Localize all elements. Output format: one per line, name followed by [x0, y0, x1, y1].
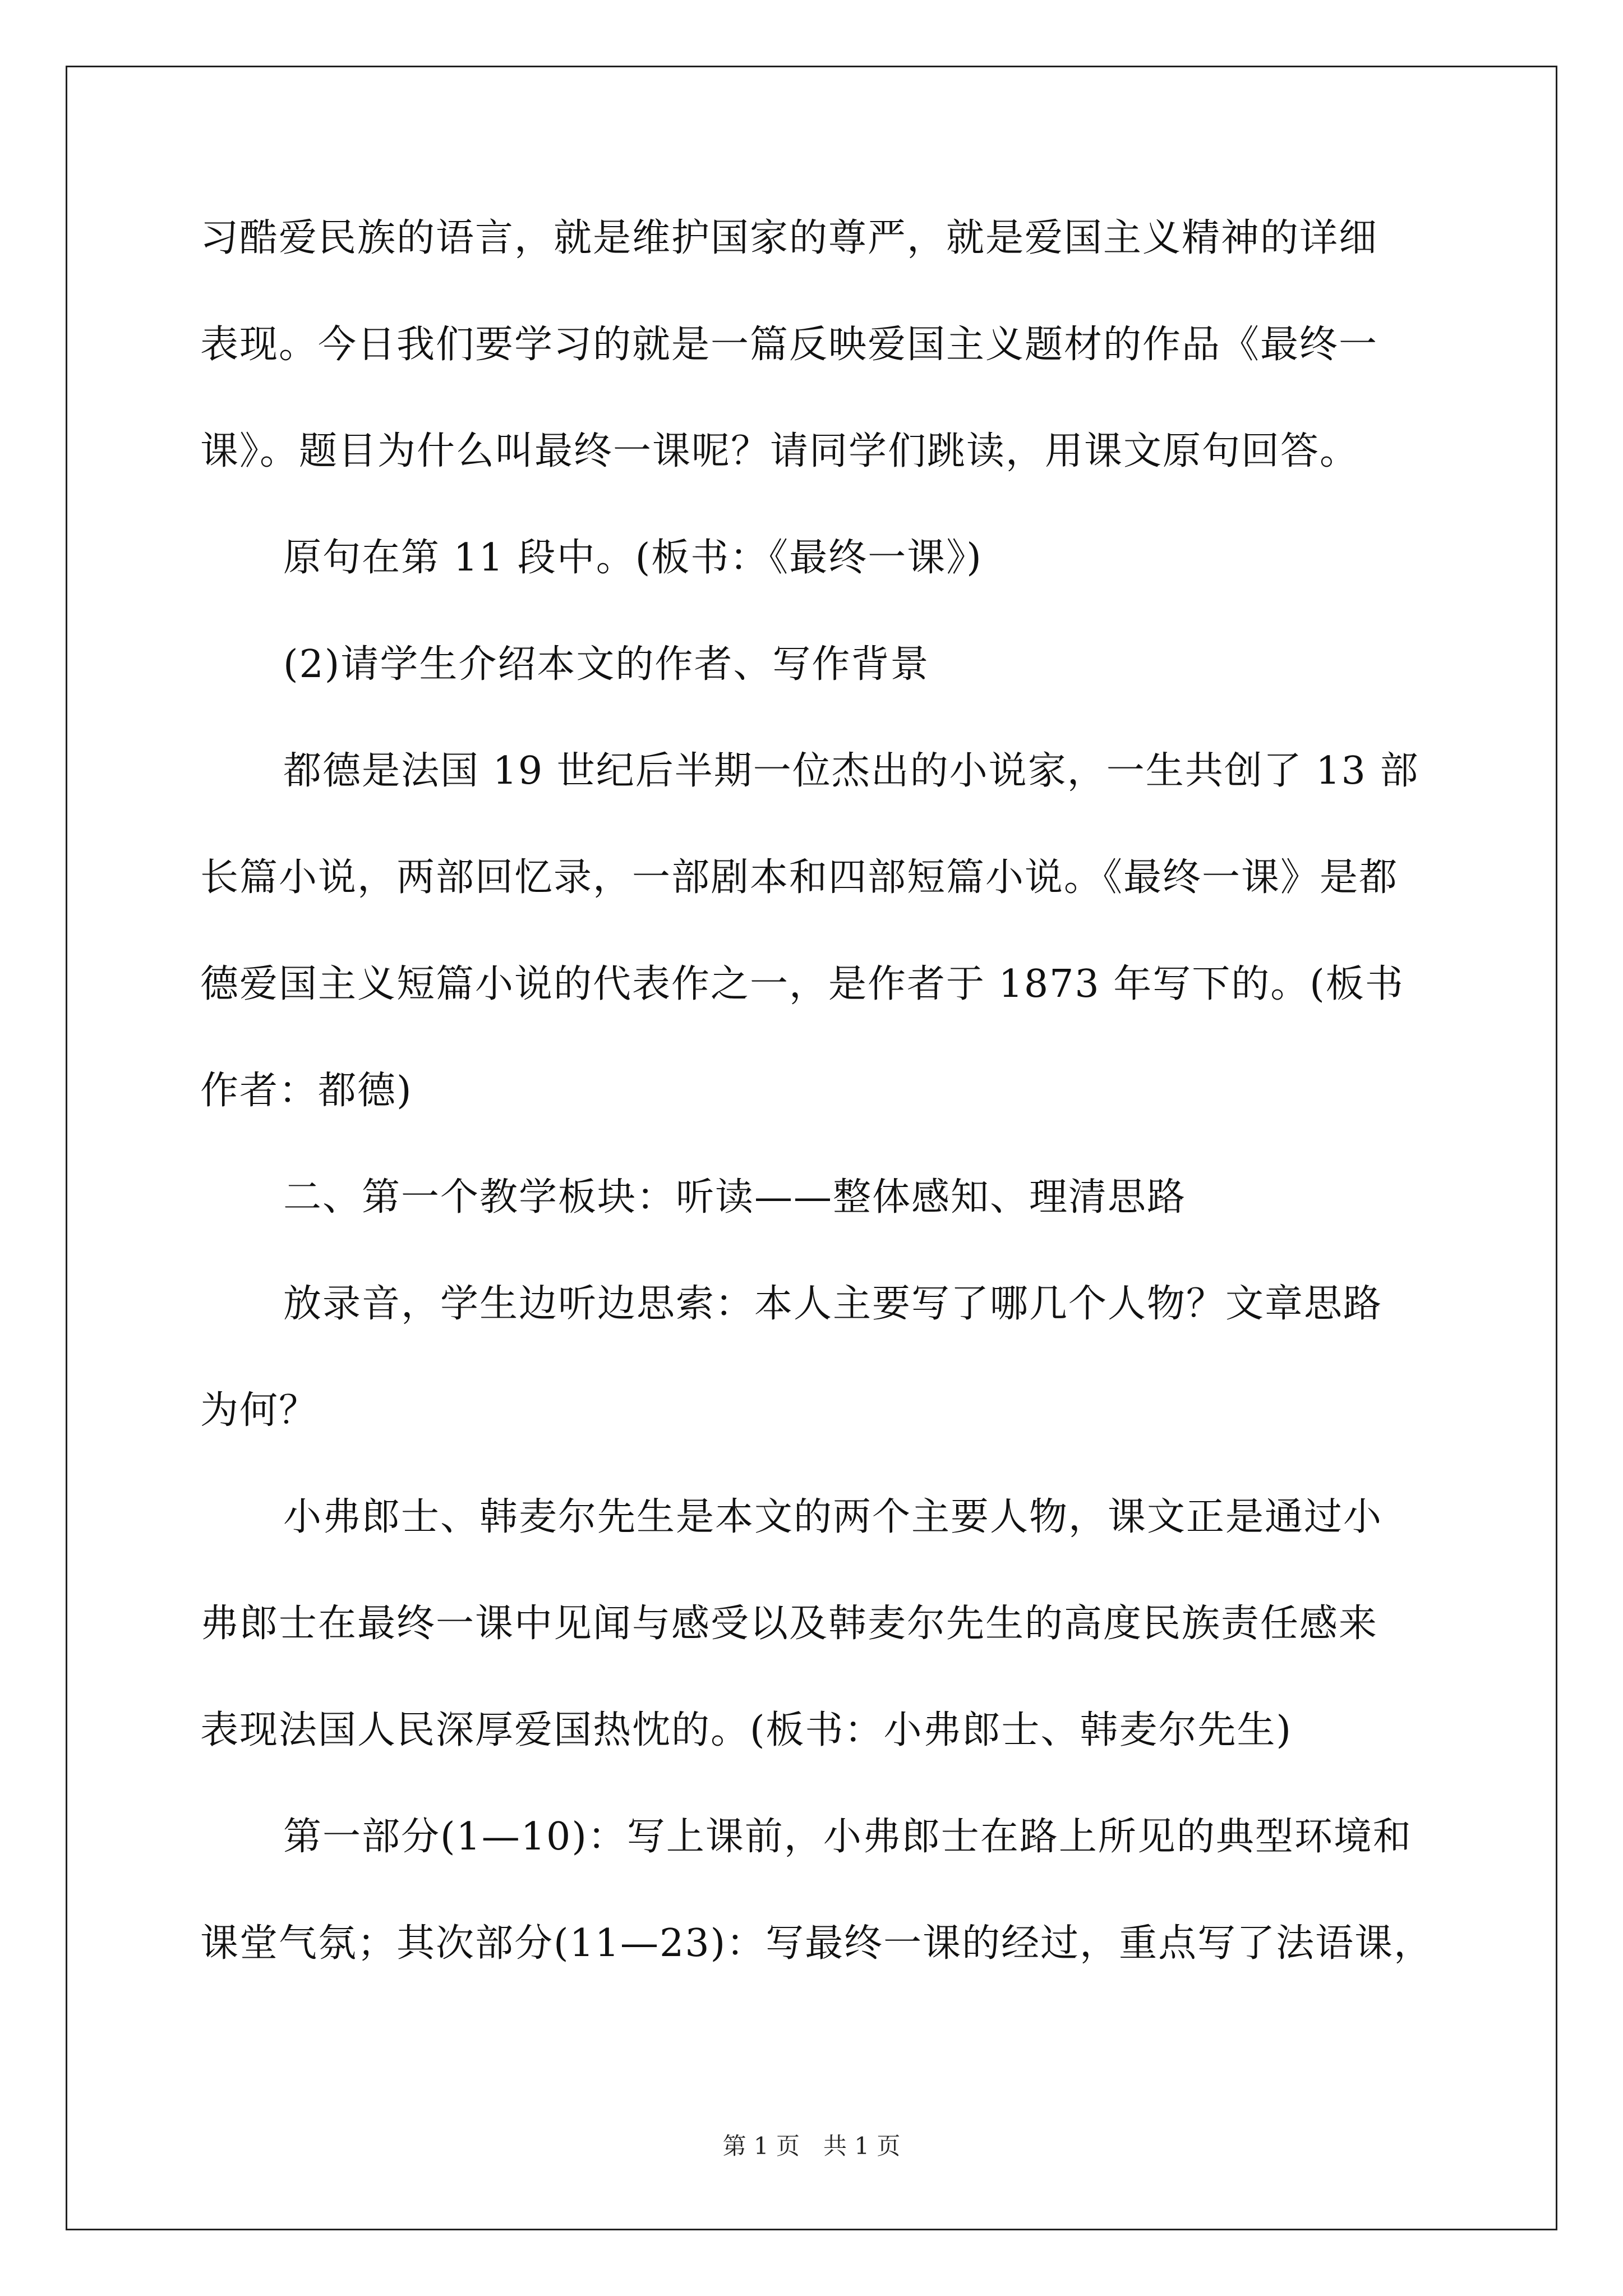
- text-line: 第一部分(1—10)：写上课前，小弗郎士在路上所见的典型环境和: [283, 1815, 1412, 1859]
- page-border: [66, 66, 1557, 2230]
- text-line: (2)请学生介绍本文的作者、写作背景: [283, 642, 930, 687]
- text-line: 原句在第 11 段中。(板书：《最终一课》): [283, 536, 983, 580]
- text-line: 表现。今日我们要学习的就是一篇反映爱国主义题材的作品《最终一: [200, 323, 1378, 367]
- text-line: 为何？: [200, 1388, 319, 1433]
- text-line: 习酷爱民族的语言，就是维护国家的尊严，就是爱国主义精神的详细: [200, 216, 1378, 260]
- text-line: 小弗郎士、韩麦尔先生是本文的两个主要人物，课文正是通过小: [283, 1495, 1383, 1539]
- page-number-footer: 第 1 页 共 1 页: [722, 2132, 901, 2160]
- text-line: 弗郎士在最终一课中见闻与感受以及韩麦尔先生的高度民族责任感来: [200, 1602, 1378, 1646]
- text-line: 课》。题目为什么叫最终一课呢？请同学们跳读，用课文原句回答。: [200, 429, 1359, 473]
- text-line: 长篇小说，两部回忆录，一部剧本和四部短篇小说。《最终一课》是都: [200, 855, 1399, 900]
- text-line: 表现法国人民深厚爱国热忱的。(板书：小弗郎士、韩麦尔先生): [200, 1708, 1293, 1752]
- text-line: 作者：都德): [200, 1069, 413, 1113]
- text-line: 都德是法国 19 世纪后半期一位杰出的小说家，一生共创了 13 部: [283, 749, 1419, 793]
- section-heading: 二、第一个教学板块：听读——整体感知、理清思路: [283, 1175, 1187, 1220]
- text-line: 德爱国主义短篇小说的代表作之一，是作者于 1873 年写下的。(板书: [200, 962, 1404, 1006]
- text-line: 课堂气氛；其次部分(11—23)：写最终一课的经过，重点写了法语课，: [200, 1921, 1433, 1966]
- text-line: 放录音，学生边听边思索：本人主要写了哪几个人物？文章思路: [283, 1282, 1383, 1326]
